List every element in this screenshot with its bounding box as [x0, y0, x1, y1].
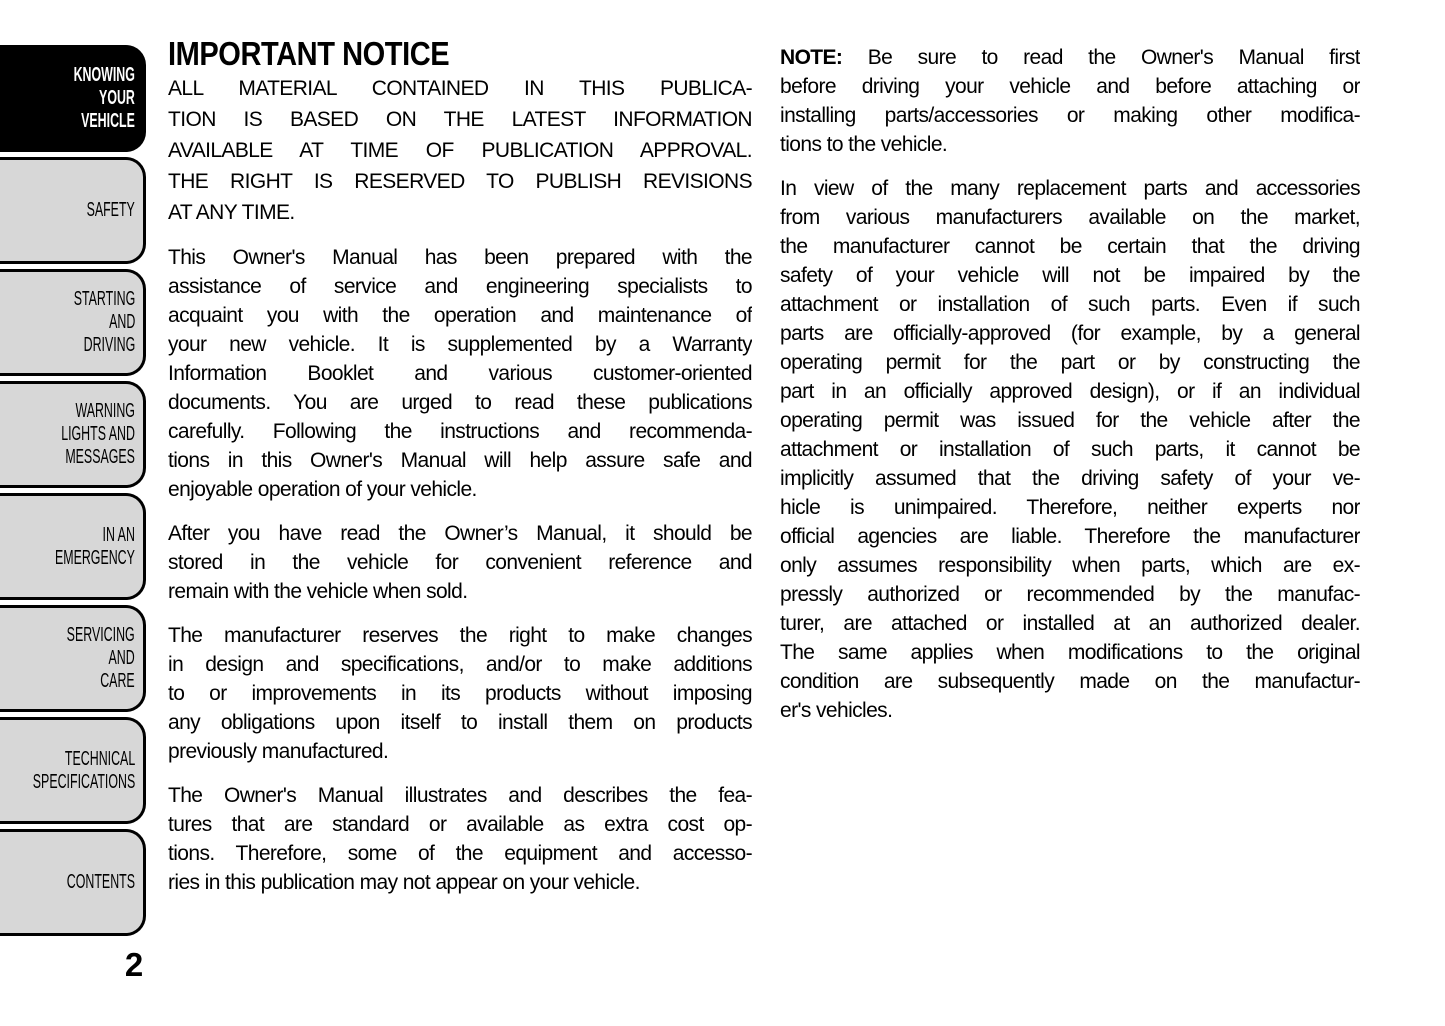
- text-line: any obligations upon itself to install them on products: [168, 711, 752, 734]
- text-line: ALL MATERIAL CONTAINED IN THIS PUBLICA-: [168, 77, 752, 100]
- paragraph: [168, 243, 752, 504]
- text-line: assistance of service and engineering specialists to: [168, 275, 752, 298]
- text-line: enjoyable operation of your vehicle.: [168, 478, 477, 501]
- right-text-column: [780, 0, 1360, 725]
- sidebar-tab-label: KNOWING YOUR VEHICLE: [73, 64, 135, 132]
- text-line: part in an officially approved design), or if an individual: [780, 380, 1360, 403]
- text-line: operating permit for the part or by constructing the: [780, 351, 1360, 374]
- sidebar-tab-knowing-your-vehicle[interactable]: [0, 45, 146, 152]
- text-line: After you have read the Owner’s Manual, it should be: [168, 522, 752, 545]
- text-line: er's vehicles.: [780, 699, 893, 722]
- text-line: before driving your vehicle and before attaching or: [780, 75, 1360, 98]
- text-line: The manufacturer reserves the right to make changes: [168, 624, 752, 647]
- paragraph: [168, 73, 752, 228]
- text-line: implicitly assumed that the driving safety of your ve-: [780, 467, 1360, 490]
- text-line: THE RIGHT IS RESERVED TO PUBLISH REVISIONS: [168, 170, 752, 193]
- text-line: your new vehicle. It is supplemented by a Warranty: [168, 333, 752, 356]
- paragraph: [168, 519, 752, 606]
- text-line: operating permit was issued for the vehicle after the: [780, 409, 1360, 432]
- text-line: only assumes responsibility when parts, which are ex-: [780, 554, 1360, 577]
- text-line: In view of the many replacement parts and accessories: [780, 177, 1360, 200]
- sidebar-tab-starting-and-driving[interactable]: [0, 269, 146, 376]
- text-line: AVAILABLE AT TIME OF PUBLICATION APPROVAL.: [168, 139, 752, 162]
- left-text-column: [168, 0, 752, 897]
- sidebar-tab-servicing-and-care[interactable]: [0, 605, 146, 712]
- paragraph: [780, 43, 1360, 159]
- text-line: installing parts/accessories or making other modifica-: [780, 104, 1360, 127]
- text-line: ries in this publication may not appear on your vehicle.: [168, 871, 640, 894]
- text-line: TION IS BASED ON THE LATEST INFORMATION: [168, 108, 752, 131]
- text-line: attachment or installation of such parts. Even if such: [780, 293, 1360, 316]
- text-line: remain with the vehicle when sold.: [168, 580, 468, 603]
- text-line: in design and specifications, and/or to make additions: [168, 653, 752, 676]
- text-line: tions in this Owner's Manual will help assure safe and: [168, 449, 752, 472]
- text-line: from various manufacturers available on the market,: [780, 206, 1360, 229]
- left-column-paragraphs: [168, 73, 752, 897]
- text-line: tions. Therefore, some of the equipment and accesso-: [168, 842, 752, 865]
- text-line: stored in the vehicle for convenient reference and: [168, 551, 752, 574]
- text-line: NOTE: Be sure to read the Owner's Manual first: [780, 46, 1360, 69]
- sidebar-tabs: [0, 45, 146, 936]
- text-line: turer, are attached or installed at an authorized dealer.: [780, 612, 1360, 635]
- text-line: carefully. Following the instructions and recommenda-: [168, 420, 752, 443]
- text-line: official agencies are liable. Therefore the manufacturer: [780, 525, 1360, 548]
- text-line: the manufacturer cannot be certain that the driving: [780, 235, 1360, 258]
- sidebar-tab-label: WARNING LIGHTS AND MESSAGES: [61, 400, 135, 468]
- text-line: hicle is unimpaired. Therefore, neither experts nor: [780, 496, 1360, 519]
- paragraph: [168, 781, 752, 897]
- sidebar-tab-technical-specifications[interactable]: [0, 717, 146, 824]
- text-line: safety of your vehicle will not be impaired by the: [780, 264, 1360, 287]
- paragraph: [168, 621, 752, 766]
- text-line: tures that are standard or available as extra cost op-: [168, 813, 752, 836]
- right-column-paragraphs: [780, 43, 1360, 725]
- sidebar-tab-label: CONTENTS: [66, 871, 135, 893]
- text-line: attachment or installation of such parts, it cannot be: [780, 438, 1360, 461]
- paragraph: [780, 174, 1360, 725]
- sidebar-tab-in-an-emergency[interactable]: [0, 493, 146, 600]
- text-line: condition are subsequently made on the manufactur-: [780, 670, 1360, 693]
- sidebar-tab-label: SAFETY: [86, 199, 135, 221]
- note-label: NOTE:: [780, 46, 843, 69]
- text-line: AT ANY TIME.: [168, 201, 295, 224]
- text-line: acquaint you with the operation and maintenance of: [168, 304, 752, 327]
- text-line: The Owner's Manual illustrates and describes the fea-: [168, 784, 752, 807]
- text-line: Information Booklet and various customer-oriented: [168, 362, 752, 385]
- text-line: previously manufactured.: [168, 740, 389, 763]
- text-line: to or improvements in its products without imposing: [168, 682, 752, 705]
- sidebar-tab-warning-lights-and-messages[interactable]: [0, 381, 146, 488]
- text-line: pressly authorized or recommended by the manufac-: [780, 583, 1360, 606]
- text-line: tions to the vehicle.: [780, 133, 948, 156]
- page-number: 2: [124, 946, 144, 983]
- text-line: parts are officially-approved (for example, by a general: [780, 322, 1360, 345]
- text-line: This Owner's Manual has been prepared with the: [168, 246, 752, 269]
- sidebar-tab-label: SERVICING AND CARE: [67, 624, 135, 692]
- sidebar-tab-label: TECHNICAL SPECIFICATIONS: [32, 747, 135, 793]
- sidebar-tab-label: IN AN EMERGENCY: [55, 523, 135, 569]
- text-line: The same applies when modifications to the original: [780, 641, 1360, 664]
- sidebar-tab-safety[interactable]: [0, 157, 146, 264]
- sidebar-tab-contents[interactable]: [0, 829, 146, 936]
- text-line: documents. You are urged to read these publications: [168, 391, 752, 414]
- sidebar-tab-label: STARTING AND DRIVING: [73, 288, 135, 356]
- page-title: IMPORTANT NOTICE: [168, 35, 450, 72]
